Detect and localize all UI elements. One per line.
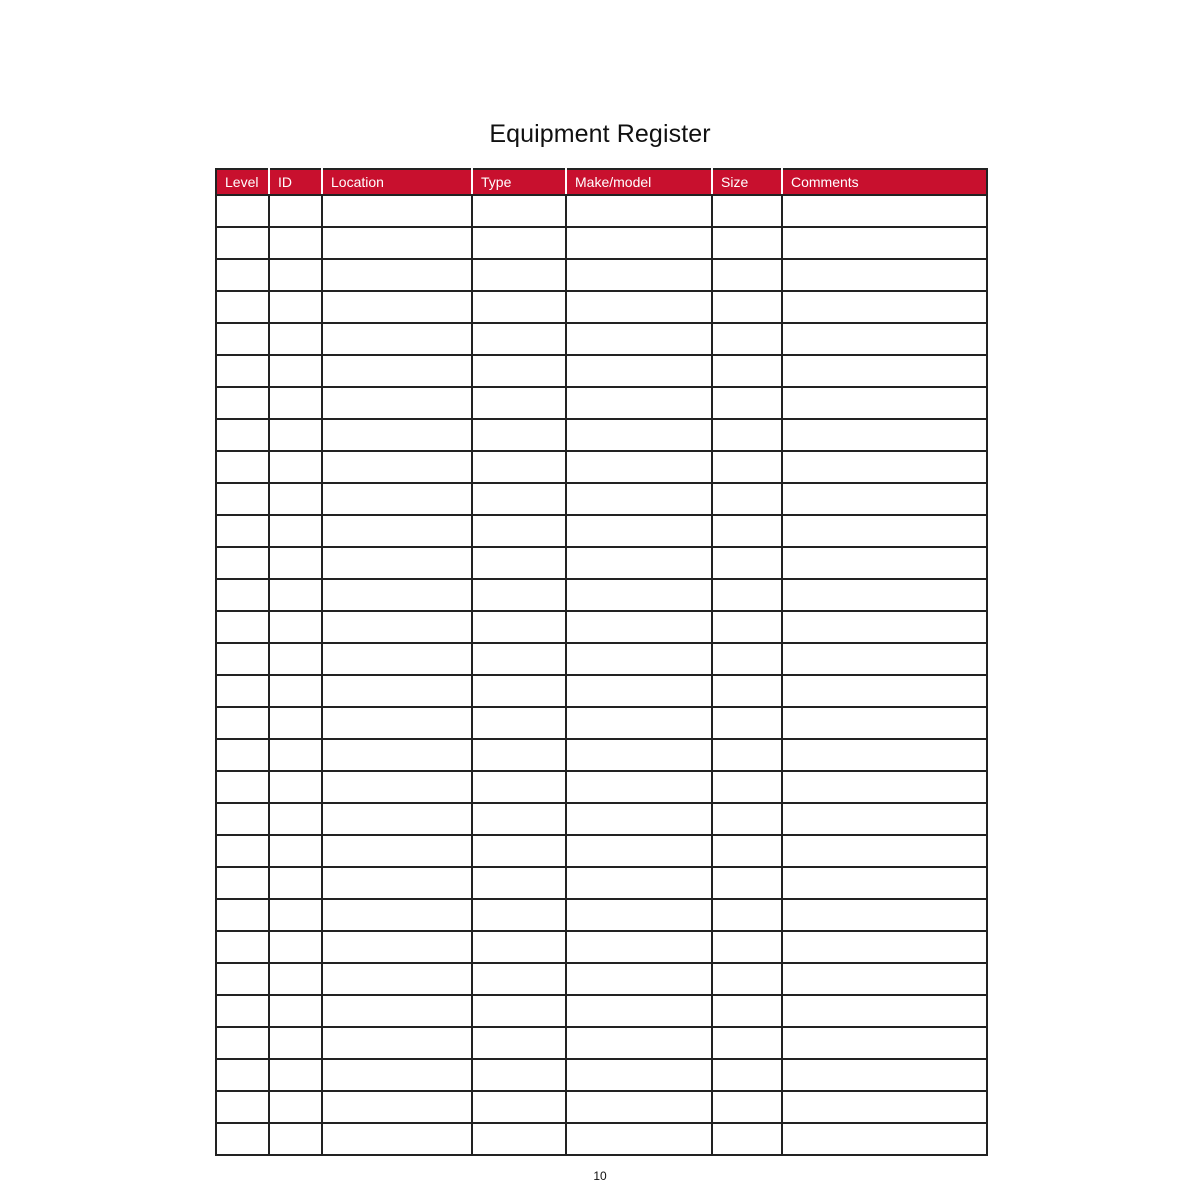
cell-make-model[interactable] [566,419,712,451]
cell-location[interactable] [322,1091,472,1123]
cell-level[interactable] [216,899,269,931]
cell-location[interactable] [322,771,472,803]
cell-type[interactable] [472,483,566,515]
cell-id[interactable] [269,1091,322,1123]
cell-make-model[interactable] [566,707,712,739]
table-row [216,579,987,611]
cell-size[interactable] [712,291,782,323]
cell-location[interactable] [322,483,472,515]
cell-comments[interactable] [782,771,987,803]
cell-type[interactable] [472,1027,566,1059]
cell-comments[interactable] [782,579,987,611]
cell-make-model[interactable] [566,355,712,387]
cell-location[interactable] [322,195,472,227]
cell-location[interactable] [322,419,472,451]
table-row [216,739,987,771]
cell-location[interactable] [322,547,472,579]
table-row [216,323,987,355]
table-row [216,227,987,259]
cell-size[interactable] [712,1027,782,1059]
cell-level[interactable] [216,963,269,995]
cell-comments[interactable] [782,323,987,355]
cell-id[interactable] [269,1123,322,1155]
cell-level[interactable] [216,227,269,259]
cell-id[interactable] [269,899,322,931]
cell-type[interactable] [472,259,566,291]
cell-comments[interactable] [782,419,987,451]
cell-location[interactable] [322,963,472,995]
cell-location[interactable] [322,867,472,899]
cell-location[interactable] [322,1027,472,1059]
cell-comments[interactable] [782,899,987,931]
cell-type[interactable] [472,643,566,675]
cell-id[interactable] [269,1027,322,1059]
column-header-comments: Comments [782,169,987,195]
cell-type[interactable] [472,899,566,931]
cell-id[interactable] [269,451,322,483]
cell-type[interactable] [472,515,566,547]
table-row [216,259,987,291]
cell-make-model[interactable] [566,259,712,291]
cell-level[interactable] [216,739,269,771]
cell-type[interactable] [472,995,566,1027]
cell-type[interactable] [472,739,566,771]
cell-type[interactable] [472,195,566,227]
cell-size[interactable] [712,259,782,291]
table-row [216,835,987,867]
cell-make-model[interactable] [566,227,712,259]
cell-location[interactable] [322,355,472,387]
table-row [216,355,987,387]
table-row [216,419,987,451]
cell-level[interactable] [216,643,269,675]
cell-location[interactable] [322,803,472,835]
cell-make-model[interactable] [566,323,712,355]
cell-location[interactable] [322,931,472,963]
cell-make-model[interactable] [566,1123,712,1155]
page-title: Equipment Register [489,120,711,148]
cell-level[interactable] [216,931,269,963]
cell-comments[interactable] [782,355,987,387]
cell-level[interactable] [216,291,269,323]
cell-size[interactable] [712,995,782,1027]
cell-location[interactable] [322,1123,472,1155]
cell-size[interactable] [712,1091,782,1123]
cell-location[interactable] [322,227,472,259]
cell-id[interactable] [269,931,322,963]
column-header-size: Size [712,169,782,195]
cell-level[interactable] [216,195,269,227]
column-header-id: ID [269,169,322,195]
cell-id[interactable] [269,771,322,803]
cell-level[interactable] [216,547,269,579]
cell-level[interactable] [216,515,269,547]
cell-size[interactable] [712,195,782,227]
cell-id[interactable] [269,483,322,515]
cell-type[interactable] [472,931,566,963]
cell-type[interactable] [472,291,566,323]
cell-location[interactable] [322,291,472,323]
cell-id[interactable] [269,259,322,291]
cell-make-model[interactable] [566,291,712,323]
cell-make-model[interactable] [566,195,712,227]
cell-level[interactable] [216,1059,269,1091]
cell-comments[interactable] [782,515,987,547]
table-row [216,547,987,579]
cell-make-model[interactable] [566,675,712,707]
cell-comments[interactable] [782,387,987,419]
cell-location[interactable] [322,515,472,547]
cell-level[interactable] [216,483,269,515]
cell-size[interactable] [712,835,782,867]
cell-comments[interactable] [782,835,987,867]
table-row [216,963,987,995]
table-row [216,643,987,675]
cell-level[interactable] [216,419,269,451]
table-row [216,803,987,835]
cell-size[interactable] [712,771,782,803]
cell-level[interactable] [216,707,269,739]
cell-level[interactable] [216,835,269,867]
cell-make-model[interactable] [566,931,712,963]
table-row [216,899,987,931]
cell-type[interactable] [472,1059,566,1091]
cell-id[interactable] [269,995,322,1027]
table-row [216,483,987,515]
cell-id[interactable] [269,1059,322,1091]
cell-id[interactable] [269,643,322,675]
cell-make-model[interactable] [566,963,712,995]
cell-location[interactable] [322,675,472,707]
cell-type[interactable] [472,419,566,451]
cell-size[interactable] [712,483,782,515]
cell-comments[interactable] [782,451,987,483]
cell-location[interactable] [322,387,472,419]
cell-comments[interactable] [782,611,987,643]
cell-size[interactable] [712,419,782,451]
cell-id[interactable] [269,547,322,579]
cell-size[interactable] [712,707,782,739]
cell-comments[interactable] [782,1091,987,1123]
cell-id[interactable] [269,611,322,643]
cell-location[interactable] [322,643,472,675]
cell-type[interactable] [472,1091,566,1123]
cell-id[interactable] [269,419,322,451]
cell-id[interactable] [269,323,322,355]
cell-comments[interactable] [782,227,987,259]
cell-location[interactable] [322,451,472,483]
cell-id[interactable] [269,387,322,419]
cell-location[interactable] [322,579,472,611]
cell-size[interactable] [712,355,782,387]
table-row [216,291,987,323]
cell-type[interactable] [472,675,566,707]
cell-make-model[interactable] [566,803,712,835]
cell-type[interactable] [472,451,566,483]
cell-comments[interactable] [782,963,987,995]
table-row [216,1091,987,1123]
cell-location[interactable] [322,1059,472,1091]
table-row [216,387,987,419]
cell-id[interactable] [269,291,322,323]
cell-make-model[interactable] [566,643,712,675]
table-row [216,931,987,963]
cell-comments[interactable] [782,803,987,835]
cell-id[interactable] [269,835,322,867]
table-row [216,675,987,707]
cell-comments[interactable] [782,739,987,771]
cell-level[interactable] [216,1123,269,1155]
cell-location[interactable] [322,739,472,771]
cell-size[interactable] [712,515,782,547]
cell-type[interactable] [472,323,566,355]
cell-id[interactable] [269,355,322,387]
cell-size[interactable] [712,803,782,835]
cell-size[interactable] [712,451,782,483]
cell-make-model[interactable] [566,547,712,579]
cell-comments[interactable] [782,867,987,899]
cell-size[interactable] [712,547,782,579]
cell-level[interactable] [216,771,269,803]
cell-make-model[interactable] [566,611,712,643]
cell-size[interactable] [712,675,782,707]
cell-location[interactable] [322,899,472,931]
cell-level[interactable] [216,579,269,611]
cell-make-model[interactable] [566,867,712,899]
table-row [216,1059,987,1091]
cell-level[interactable] [216,1027,269,1059]
cell-location[interactable] [322,259,472,291]
cell-size[interactable] [712,963,782,995]
cell-make-model[interactable] [566,899,712,931]
cell-make-model[interactable] [566,835,712,867]
cell-id[interactable] [269,195,322,227]
column-header-level: Level [216,169,269,195]
cell-type[interactable] [472,579,566,611]
cell-level[interactable] [216,451,269,483]
equipment-register-table [215,168,988,1156]
table-row [216,195,987,227]
cell-level[interactable] [216,1091,269,1123]
cell-location[interactable] [322,323,472,355]
cell-comments[interactable] [782,675,987,707]
cell-make-model[interactable] [566,739,712,771]
table-row [216,707,987,739]
cell-level[interactable] [216,675,269,707]
cell-comments[interactable] [782,1059,987,1091]
table-row [216,771,987,803]
table-row [216,995,987,1027]
cell-level[interactable] [216,355,269,387]
cell-make-model[interactable] [566,483,712,515]
cell-id[interactable] [269,963,322,995]
cell-type[interactable] [472,227,566,259]
cell-size[interactable] [712,387,782,419]
cell-size[interactable] [712,899,782,931]
cell-type[interactable] [472,387,566,419]
table-row [216,451,987,483]
cell-id[interactable] [269,867,322,899]
cell-make-model[interactable] [566,387,712,419]
table-row [216,515,987,547]
cell-type[interactable] [472,771,566,803]
cell-comments[interactable] [782,931,987,963]
table-header [216,169,987,195]
cell-type[interactable] [472,611,566,643]
cell-comments[interactable] [782,259,987,291]
cell-level[interactable] [216,995,269,1027]
cell-size[interactable] [712,643,782,675]
cell-comments[interactable] [782,195,987,227]
cell-location[interactable] [322,835,472,867]
cell-type[interactable] [472,835,566,867]
cell-type[interactable] [472,867,566,899]
cell-make-model[interactable] [566,579,712,611]
header-row [216,169,987,195]
cell-type[interactable] [472,355,566,387]
cell-make-model[interactable] [566,515,712,547]
table-row [216,867,987,899]
cell-location[interactable] [322,995,472,1027]
cell-level[interactable] [216,259,269,291]
cell-size[interactable] [712,1123,782,1155]
table-body [216,195,987,1155]
cell-type[interactable] [472,707,566,739]
cell-level[interactable] [216,867,269,899]
column-header-location: Location [322,169,472,195]
cell-location[interactable] [322,707,472,739]
cell-comments[interactable] [782,995,987,1027]
cell-level[interactable] [216,803,269,835]
cell-level[interactable] [216,323,269,355]
page-number: 10 [593,1169,607,1183]
cell-make-model[interactable] [566,995,712,1027]
cell-id[interactable] [269,707,322,739]
cell-size[interactable] [712,323,782,355]
cell-id[interactable] [269,579,322,611]
column-header-type: Type [472,169,566,195]
cell-size[interactable] [712,739,782,771]
cell-comments[interactable] [782,547,987,579]
table-row [216,1027,987,1059]
cell-type[interactable] [472,803,566,835]
cell-type[interactable] [472,547,566,579]
cell-location[interactable] [322,611,472,643]
cell-size[interactable] [712,1059,782,1091]
cell-id[interactable] [269,739,322,771]
cell-comments[interactable] [782,1027,987,1059]
cell-level[interactable] [216,387,269,419]
cell-size[interactable] [712,579,782,611]
table-row [216,1123,987,1155]
cell-make-model[interactable] [566,771,712,803]
cell-comments[interactable] [782,707,987,739]
cell-size[interactable] [712,227,782,259]
cell-comments[interactable] [782,643,987,675]
cell-make-model[interactable] [566,1059,712,1091]
cell-make-model[interactable] [566,1027,712,1059]
column-header-make-model: Make/model [566,169,712,195]
cell-id[interactable] [269,515,322,547]
cell-make-model[interactable] [566,1091,712,1123]
cell-id[interactable] [269,803,322,835]
cell-size[interactable] [712,931,782,963]
cell-size[interactable] [712,867,782,899]
cell-make-model[interactable] [566,451,712,483]
table-row [216,611,987,643]
cell-id[interactable] [269,227,322,259]
cell-level[interactable] [216,611,269,643]
cell-comments[interactable] [782,483,987,515]
cell-comments[interactable] [782,291,987,323]
cell-type[interactable] [472,1123,566,1155]
cell-type[interactable] [472,963,566,995]
cell-size[interactable] [712,611,782,643]
cell-id[interactable] [269,675,322,707]
cell-comments[interactable] [782,1123,987,1155]
